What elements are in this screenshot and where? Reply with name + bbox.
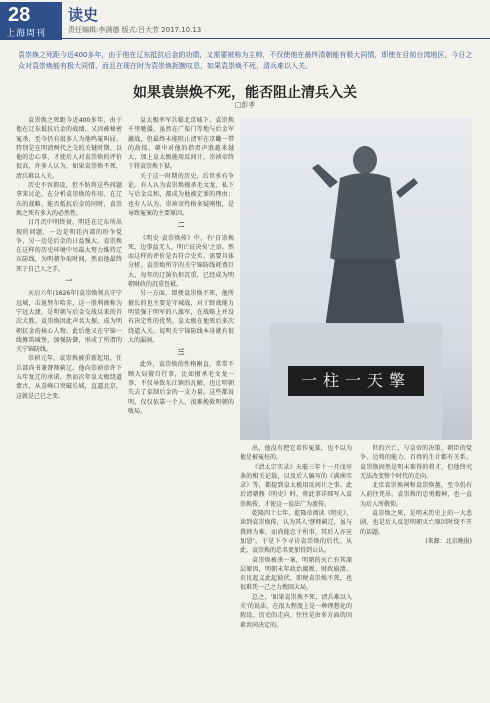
statue-photo [240, 118, 472, 440]
page-number: 28 [8, 4, 31, 26]
paragraph: 天启六年(1626年)袁崇焕领兵守宁远城，击退努尔哈赤，这一胜利被称为宁远大捷，是明朝与后金交战以来的首次大胜。袁崇焕因此声名大振，成为明朝抗金的核心人物。此后他又在宁锦一线修筑城堡，加强防御，形成了所谓的关宁锦防线。 [16, 290, 122, 354]
paragraph: 此外，袁崇焕的性格刚直，常常不顾大局擅自行事，比如擅杀毛文龙一事，不仅导致东江镇的瓦解，也让明朝失去了牵制后金的一支力量。这些都说明，仅仅依靠一个人，很难挽救明朝的败局。 [128, 361, 234, 415]
paragraph: 皇太极率军兵临北京城下，袁崇焕千里驰援，虽然在广渠门等地与后金军激战，但最终未能阻止清军在京畿一带的劫掠。朝中对他的指责声浪越来越大，加上皇太极施用反间计，崇祯帝终于将袁崇焕下狱。 [128, 117, 234, 171]
section-number: 一 [65, 277, 73, 286]
paragraph: 袁崇焕之死距今近400多年，由于他在辽东抵抗后金的战绩，又因被秘密冤杀，至今仍有很多人为他鸣冤叫屈。特别是在明清两代之交的关键时期，以他的忠心事，才使后人对袁崇焕的评价很高，许多人认为，如果袁崇焕不死，清兵难以入关。 [16, 117, 122, 180]
source-credit: (来源：北京晚报) [425, 537, 472, 545]
header-rule [62, 38, 490, 39]
pedestal-plaque: 一柱一天擎 [288, 366, 424, 396]
paragraph: 袁崇焕之死，是明末历史上的一大悲剧，也是后人反思明朝灭亡原因时绕不开的话题。 [360, 510, 472, 536]
statue-figure-icon [310, 138, 420, 328]
article-column-4 [360, 444, 472, 701]
article-column-1 [16, 116, 122, 701]
paragraph: 总之，'如果袁崇焕不死，清兵难以入关'的说法，在很大程度上是一种理想化的假设。历史的走向，往往是由多方面的因素共同决定的。 [240, 593, 352, 629]
article-column-3 [240, 444, 352, 701]
page-header [0, 0, 490, 42]
section-number: 三 [177, 348, 185, 357]
paragraph: 袁崇焕被杀一案，明朝的灭亡有其深层原因，明朝末年政治腐败、财政崩溃、农民起义此起彼伏，即便袁崇焕不死，也很难凭一己之力挽回大局。 [240, 556, 352, 592]
section-title: 读史 [68, 6, 99, 24]
paragraph: 世的兴亡，与皇帝的决策、朝臣的党争、边将的能力、百姓的生计都有关系。袁崇焕固然是明末难得的将才，但他终究无法改变整个时代的走向。 [360, 445, 472, 480]
page-number-box [0, 2, 62, 40]
article-headline: 如果袁崇焕不死，能否阻止清兵入关 [133, 85, 357, 101]
section-number: 二 [177, 221, 185, 230]
paragraph: 崇祯元年，袁崇焕被重新起用，任兵部尚书兼督师蓟辽。他向崇祯帝许下五年复辽的承诺，然而次年皇太极绕道蒙古，从喜峰口突破长城，直逼北京，这就是己巳之变。 [16, 355, 122, 400]
paragraph: 乾隆四十七年，乾隆帝阅读《明史》，读到袁崇焕传，认为其人'督师蓟辽，虽与我师为难，而尚能忠于所事，其后人亦应加恩'，于是下令寻访袁崇焕的后代。从此，袁崇焕的忠名更加得到公认。 [240, 510, 352, 555]
paragraph: 出，他没有把它看作冤狱，也不以为他是被冤枉的。 [240, 445, 352, 462]
article-column-2 [128, 116, 234, 701]
paragraph: 日月沉中明终衰，明廷在辽东所出现的问题，一边是明廷内部的纷争党争，另一边是后金的日益强大。袁崇焕在这样的历史环境中尽最大努力维持辽东防线，为明朝争取时间，然而他最终死于自己人之手。 [16, 219, 122, 273]
paragraph: 另一方面，即便袁崇焕不死，他所擅长的也主要是守城战，对于野战能力明显强于明军的八旗军，在战略上并没有决定性的优势。皇太极在他死后多次绕道入关，说明关宁锦防线本身就有很大的漏洞。 [128, 290, 234, 344]
publication-name: 上海周刊 [6, 29, 47, 39]
paragraph: 关于这一时期的历史，后世多有争论。有人认为袁崇焕擅杀毛文龙、私下与后金议和，都成为他被定罪的理由；也有人认为，崇祯帝性格多疑刚愎，是导致冤案的主要原因。 [128, 172, 234, 217]
article-byline: □彭孝 [234, 101, 256, 109]
paragraph: 《明史·袁崇焕传》中，有'自崇焕死，边事益无人，明亡征决矣'之语。然而这样的评价是否符合史实，需要具体分析。袁崇焕所守的关宁锦防线耗费巨大，每年的辽饷负担沉重，已经成为明朝财政的沉重包袱。 [128, 234, 234, 289]
paragraph: 历史不容假设，但不妨将这些问题拿来讨论，在分析袁崇焕的作用、在辽东的战略、能否抵抗后金的同时，袁崇焕之死有多大的必然性。 [16, 182, 122, 217]
paragraph: 《清太宗实录》天聪三年十一月戊申条的相关记载，以及后人编写的《满洲实录》等，都提到皇太极用反间计之事。此后清朝修《明史》时，将此事详细写入袁崇焕传，才使这一说法广为流传。 [240, 463, 352, 508]
paragraph: 北京袁崇焕祠和袁崇焕墓，至今仍有人前往凭吊，袁崇焕的忠勇精神，也一直为后人所敬仰。 [360, 482, 472, 508]
editor-credits: 责任编辑:李满德 版式:吕大芳 2017.10.13 [68, 26, 202, 34]
lead-paragraph: 袁崇焕之死距今近400多年，由于他在辽东抵抗后金的功绩，又需要被称为主帅，不仅使他在最终清朝能有极大同情，即使在目前台湾地区，今日之众对袁崇焕能有极大同情，而且在现在时为袁崇焕扼腕叹息，如果袁崇焕不死，清兵难以入关。 [18, 51, 473, 70]
